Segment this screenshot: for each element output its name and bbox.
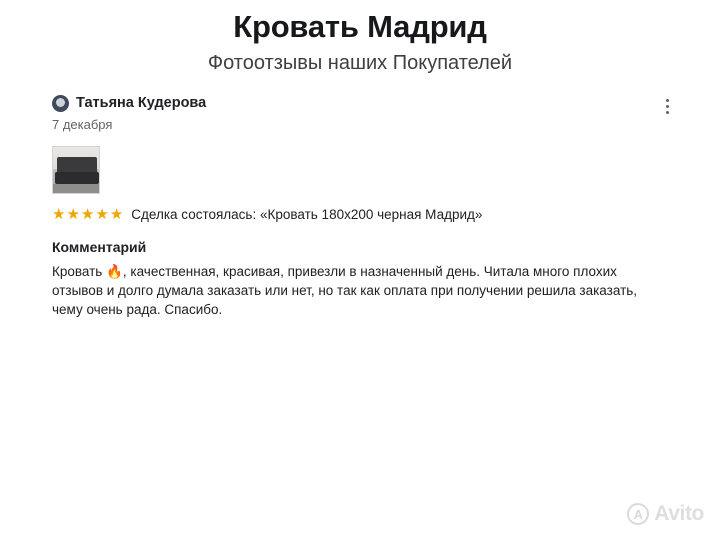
avito-watermark-text: Avito: [654, 502, 704, 525]
comment-text: Кровать 🔥, качественная, красивая, привезли в назначенный день. Читала много плохих отзывов и долго думала заказать или нет, но так как оплата при получении решила заказать, чему очень рада. Спасибо.: [52, 264, 638, 317]
page-header: [0, 0, 720, 76]
review-date: 7 декабря: [52, 117, 113, 132]
deal-status-text: Сделка состоялась: «Кровать 180х200 черная Мадрид»: [131, 207, 483, 222]
review-photo-thumbnail[interactable]: [52, 146, 100, 194]
star-icon: ★: [95, 206, 109, 223]
page-subtitle: Фотоотзывы наших Покупателей: [207, 52, 513, 74]
review-author-name[interactable]: Татьяна Кудерова: [76, 94, 207, 111]
review-photo-list: [52, 146, 682, 194]
avito-logo-icon: A: [627, 503, 649, 525]
star-icon: ★: [80, 206, 95, 223]
avito-watermark: [627, 502, 704, 526]
photo-floor: [53, 184, 100, 194]
rating-stars: [52, 207, 123, 222]
kebab-dot: [666, 105, 669, 108]
star-icon: ★: [52, 206, 66, 223]
star-icon: ★: [66, 206, 80, 223]
kebab-menu-icon[interactable]: [659, 96, 675, 116]
page-title: Кровать Мадрид: [233, 9, 487, 44]
user-avatar-icon: [52, 95, 69, 112]
review-rating-row: [52, 206, 682, 223]
star-icon: ★: [109, 206, 124, 223]
photo-bed-base: [55, 172, 99, 184]
review-card: [0, 94, 720, 319]
review-author-row: [52, 94, 682, 112]
comment-heading: Комментарий: [52, 239, 147, 255]
kebab-dot: [666, 99, 669, 102]
kebab-dot: [666, 111, 669, 114]
